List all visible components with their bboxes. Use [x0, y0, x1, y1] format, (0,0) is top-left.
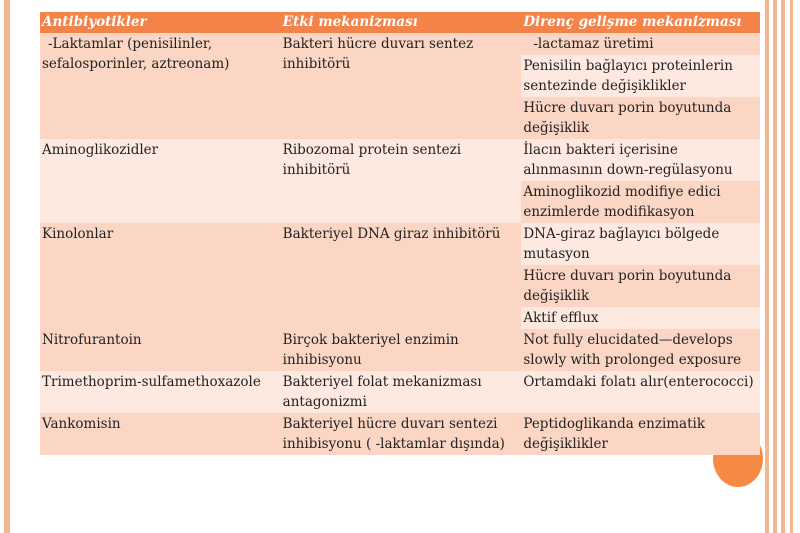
- mechanism-cell: Bakteriyel folat mekanizması antagonizmi: [281, 371, 522, 413]
- resistance-cell: Hücre duvarı porin boyutunda değişiklik: [521, 265, 760, 307]
- mechanism-cell: Bakteri hücre duvarı sentez inhibitörü: [281, 33, 522, 139]
- left-border-line: [4, 0, 10, 533]
- antibiotic-cell: Trimethoprim-sulfamethoxazole: [40, 371, 281, 413]
- resistance-cell: Not fully elucidated—develops slowly with prolonged exposure: [521, 329, 760, 371]
- resistance-cell: İlacın bakteri içerisine alınmasının down-regülasyonu: [521, 139, 760, 181]
- resistance-cell: Aminoglikozid modifiye edici enzimlerde modifikasyon: [521, 181, 760, 223]
- mechanism-cell: Bakteriyel DNA giraz inhibitörü: [281, 223, 522, 329]
- table-header-row: [40, 12, 760, 33]
- antibiotic-cell: Aminoglikozidler: [40, 139, 281, 223]
- table-row: [40, 223, 760, 265]
- header-mechanism: Etki mekanizması: [281, 12, 522, 33]
- right-border-line-1: [765, 0, 769, 533]
- mechanism-cell: Bakteriyel hücre duvarı sentezi inhibisyonu ( -laktamlar dışında): [281, 413, 522, 455]
- header-resistance: Direnç gelişme mekanizması: [521, 12, 760, 33]
- antibiotic-cell: Kinolonlar: [40, 223, 281, 329]
- resistance-cell: Penisilin bağlayıcı proteinlerin sentezinde değişiklikler: [521, 55, 760, 97]
- right-border-line-2: [773, 0, 777, 533]
- header-antibiotics: Antibiyotikler: [40, 12, 281, 33]
- resistance-cell: DNA-giraz bağlayıcı bölgede mutasyon: [521, 223, 760, 265]
- antibiotic-resistance-table: [40, 12, 760, 455]
- mechanism-cell: Birçok bakteriyel enzimin inhibisyonu: [281, 329, 522, 371]
- antibiotic-cell: [40, 33, 281, 139]
- antibiotic-table-container: [40, 12, 760, 455]
- table-row: [40, 413, 760, 455]
- resistance-cell: Hücre duvarı porin boyutunda değişiklik: [521, 97, 760, 139]
- antibiotic-name: -Laktamlar (penisilinler, sefalosporinler, aztreonam): [42, 36, 230, 72]
- right-border-line-3: [781, 0, 785, 533]
- resistance-cell: -lactamaz üretimi: [521, 33, 760, 55]
- table-row: [40, 33, 760, 55]
- mechanism-cell: Ribozomal protein sentezi inhibitörü: [281, 139, 522, 223]
- resistance-cell: Aktif efflux: [521, 307, 760, 329]
- antibiotic-cell: Nitrofurantoin: [40, 329, 281, 371]
- resistance-cell: Ortamdaki folatı alır(enterococci): [521, 371, 760, 413]
- antibiotic-cell: Vankomisin: [40, 413, 281, 455]
- table-row: [40, 139, 760, 181]
- resistance-cell: Peptidoglikanda enzimatik değişiklikler: [521, 413, 760, 455]
- right-border-line-4: [790, 0, 793, 533]
- table-row: [40, 329, 760, 371]
- table-row: [40, 371, 760, 413]
